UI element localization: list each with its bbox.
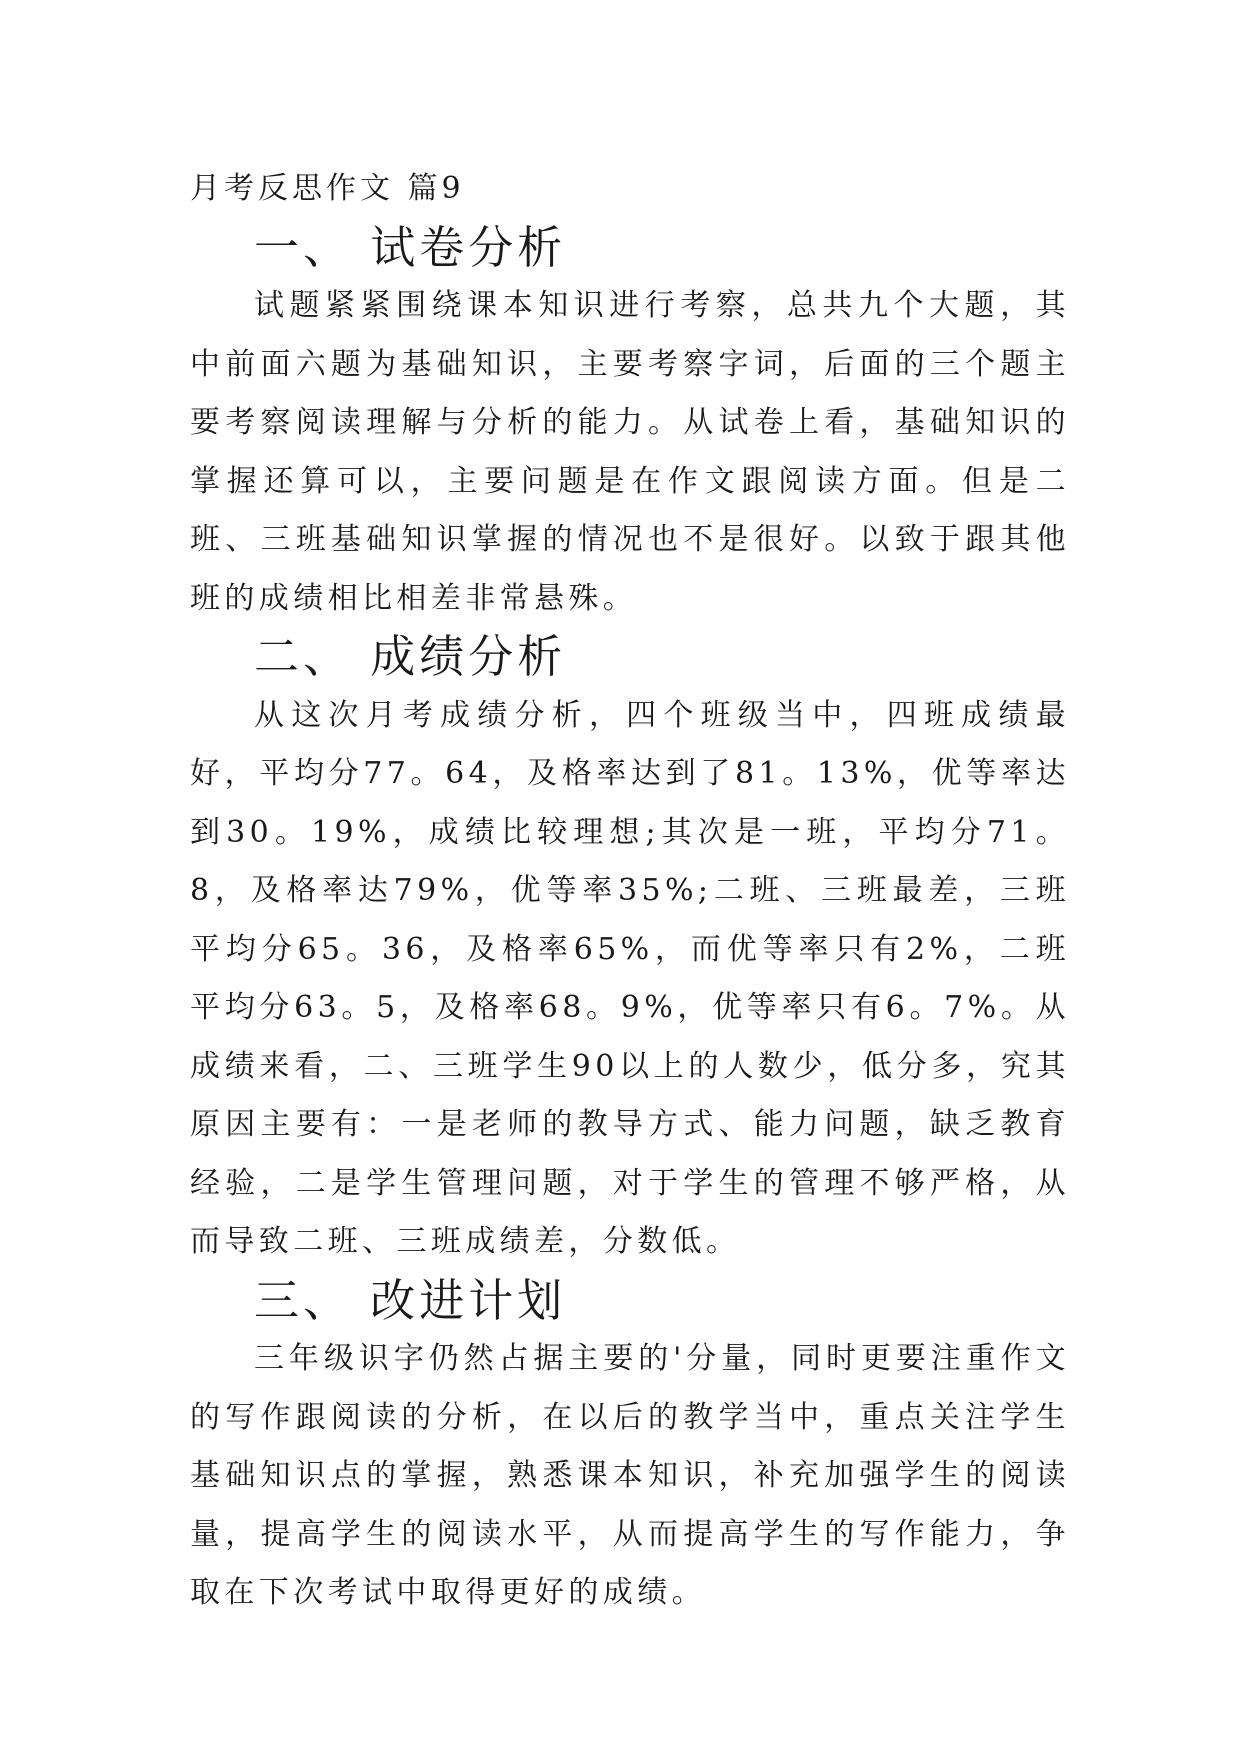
document-page bbox=[190, 160, 1070, 1623]
section-paragraph: 从这次月考成绩分析，四个班级当中，四班成绩最好，平均分77。64，及格率达到了81。13%，优等率达到30。19%，成绩比较理想;其次是一班，平均分71。8，及格率达79%，优等率35%;二班、三班最差，三班平均分65。36，及格率65%，而优等率只有2%，二班平均分63。5，及格率68。9%，优等率只有6。7%。从成绩来看，二、三班学生90以上的人数少，低分多，究其原因主要有：一是老师的教导方式、能力问题，缺乏教育经验，二是学生管理问题，对于学生的管理不够严格，从而导致二班、三班成绩差，分数低。 bbox=[190, 697, 1070, 1259]
section-heading: 一、 试卷分析 bbox=[254, 220, 567, 274]
section-heading: 三、 改进计划 bbox=[254, 1273, 567, 1327]
section-improvement-plan bbox=[190, 1272, 1070, 1623]
section-paragraph: 试题紧紧围绕课本知识进行考察，总共九个大题，其中前面六题为基础知识，主要考察字词，后面的三个题主要考察阅读理解与分析的能力。从试卷上看，基础知识的掌握还算可以，主要问题是在作文跟阅读方面。但是二班、三班基础知识掌握的情况也不是很好。以致于跟其他班的成绩相比相差非常悬殊。 bbox=[190, 288, 1070, 616]
section-heading: 二、 成绩分析 bbox=[254, 630, 567, 683]
document-title: 月考反思作文 篇9 bbox=[190, 171, 465, 206]
section-score-analysis bbox=[190, 628, 1070, 1272]
section-exam-analysis bbox=[190, 219, 1070, 629]
section-paragraph: 三年级识字仍然占据主要的'分量，同时更要注重作文的写作跟阅读的分析，在以后的教学当中，重点关注学生基础知识点的掌握，熟悉课本知识，补充加强学生的阅读量，提高学生的阅读水平，从而提高学生的写作能力，争取在下次考试中取得更好的成绩。 bbox=[190, 1341, 1070, 1610]
